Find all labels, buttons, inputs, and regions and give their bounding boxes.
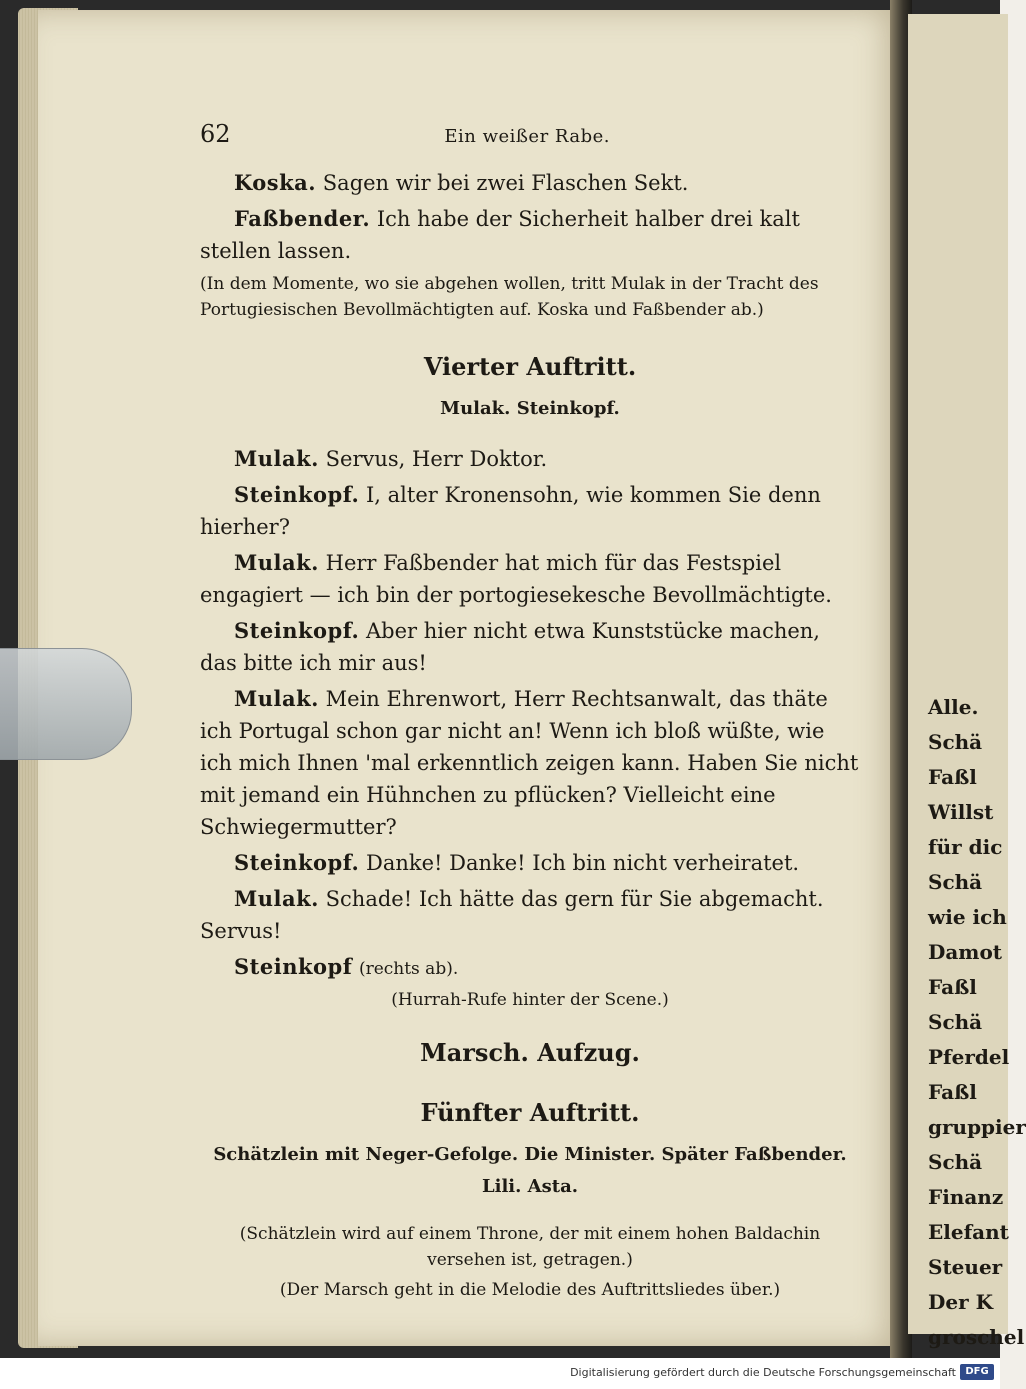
- line-text: Mein Ehrenwort, Herr Rechtsanwalt, das thäte ich Portugal schon gar nicht an! Wenn ich bloß wüßte, wie ich mich Ihnen 'mal erkenntlich zeigen kann. Haben Sie nicht mit jemand ein Hühnchen zu pflücken? Vielleicht eine Schwiegermutter?: [200, 687, 859, 839]
- stage-direction: (Hurrah-Rufe hinter der Scene.): [391, 990, 669, 1010]
- fragment: Schä: [928, 870, 983, 894]
- speaker: Mulak.: [234, 886, 319, 911]
- dialogue-line: [200, 167, 860, 199]
- speaker: Mulak.: [234, 686, 319, 711]
- dialogue-line: [200, 883, 860, 947]
- dialogue-line: [200, 479, 860, 543]
- line-text: Servus, Herr Doktor.: [325, 447, 548, 471]
- fragment: für dic: [928, 835, 1003, 859]
- fragment: Schä: [928, 730, 983, 754]
- line-text: Herr Faßbender hat mich für das Festspiel engagiert — ich bin der portogiesekesche Bevollmächtigte.: [200, 551, 832, 607]
- fragment: Schä: [928, 1010, 983, 1034]
- stage-direction: (In dem Momente, wo sie abgehen wollen, tritt Mulak in der Tracht des Portugiesischen Bevollmächtigten auf. Koska und Faßbender ab.): [200, 274, 819, 320]
- speaker: Steinkopf.: [234, 482, 360, 507]
- speaker: Faßbender.: [234, 206, 371, 231]
- scene-cast: Schätzlein mit Neger-Gefolge. Die Minister. Später Faßbender. Lili. Asta.: [213, 1144, 847, 1197]
- dialogue-line: [200, 847, 860, 879]
- funding-credit: Digitalisierung gefördert durch die Deutsche Forschungsgemeinschaft: [570, 1366, 956, 1379]
- dialogue-line: [200, 683, 860, 843]
- fragment: Finanz: [928, 1185, 1004, 1209]
- fragment: Schä: [928, 1150, 983, 1174]
- scene-cast: Mulak. Steinkopf.: [440, 398, 620, 419]
- line-text: Ich habe der Sicherheit halber drei kalt stellen lassen.: [200, 207, 800, 263]
- fragment: Faßl: [928, 975, 977, 999]
- march-heading: Marsch. Aufzug.: [420, 1038, 640, 1067]
- fragment: Steuer: [928, 1255, 1003, 1279]
- footer-bar: [0, 1358, 1000, 1389]
- fragment: Alle.: [928, 695, 979, 719]
- page-holder-clip: [0, 648, 132, 760]
- speaker: Steinkopf.: [234, 850, 360, 875]
- fragment: Pferdel: [928, 1045, 1010, 1069]
- fragment: groschel: [928, 1325, 1025, 1349]
- dialogue-line: [200, 443, 860, 475]
- fragment: Faßl: [928, 765, 977, 789]
- fragment: Willst: [928, 800, 994, 824]
- facing-page-text: [928, 690, 1026, 1355]
- line-text: Aber hier nicht etwa Kunststücke machen, das bitte ich mir aus!: [200, 619, 820, 675]
- stage-direction: (Schätzlein wird auf einem Throne, der mit einem hohen Baldachin versehen ist, getragen.): [239, 1224, 821, 1270]
- speaker: Steinkopf: [234, 954, 353, 979]
- fragment: Elefant: [928, 1220, 1009, 1244]
- scene-title: Fünfter Auftritt.: [420, 1098, 640, 1127]
- line-text: Sagen wir bei zwei Flaschen Sekt.: [322, 171, 689, 195]
- dialogue-line: [200, 203, 860, 267]
- dialogue-line: [200, 951, 860, 983]
- dfg-logo: DFG: [960, 1364, 994, 1380]
- fragment: Faßl: [928, 1080, 977, 1104]
- page-header: [200, 118, 860, 153]
- fragment: Der K: [928, 1290, 993, 1314]
- fragment: wie ich: [928, 905, 1007, 929]
- speaker: Mulak.: [234, 446, 319, 471]
- line-text: I, alter Kronensohn, wie kommen Sie denn hierher?: [200, 483, 821, 539]
- stage-direction: (Der Marsch geht in die Melodie des Auftrittsliedes über.): [279, 1280, 781, 1300]
- dialogue-line: [200, 615, 860, 679]
- speaker: Koska.: [234, 170, 317, 195]
- line-text: Danke! Danke! Ich bin nicht verheiratet.: [366, 851, 800, 875]
- speaker: Steinkopf.: [234, 618, 360, 643]
- line-text: (rechts ab).: [358, 959, 459, 979]
- line-text: Schade! Ich hätte das gern für Sie abgemacht. Servus!: [200, 887, 824, 943]
- fragment: Damot: [928, 940, 1003, 964]
- speaker: Mulak.: [234, 550, 319, 575]
- fragment: gruppier: [928, 1115, 1026, 1139]
- page-number: 62: [200, 120, 231, 148]
- page-text: [200, 118, 860, 1307]
- dialogue-line: [200, 547, 860, 611]
- running-title: Ein weißer Rabe.: [444, 126, 610, 147]
- scene-title: Vierter Auftritt.: [423, 352, 637, 381]
